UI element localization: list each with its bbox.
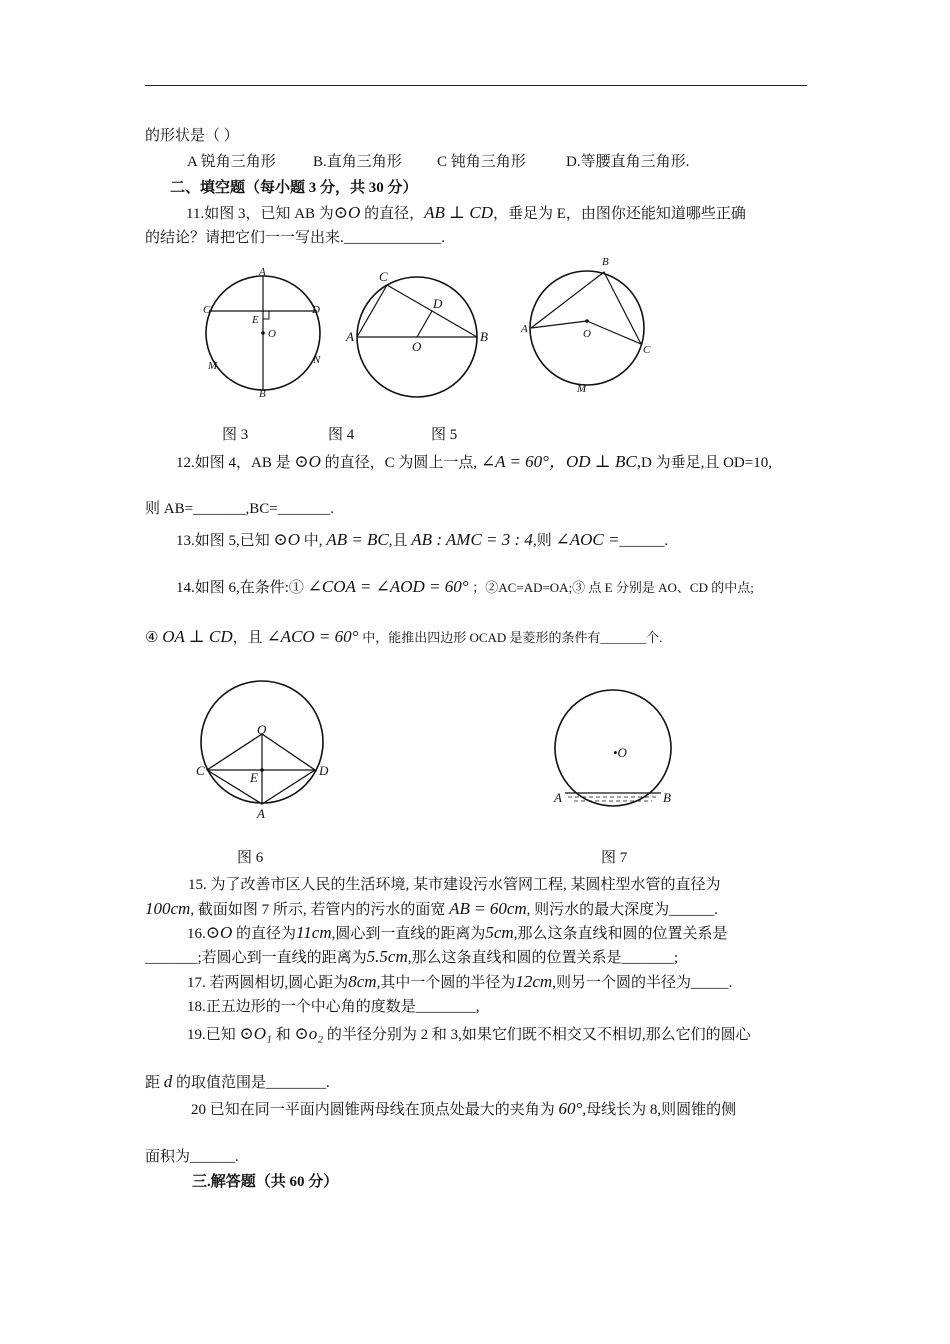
q18-line: 18.正五边形的一个中心角的度数是________,: [187, 999, 480, 1015]
figure-5: [515, 255, 665, 400]
q19-line1: 19.已知 ⊙O₁ 和 ⊙o₂ 的半径分别为 2 和 3,如果它们既不相交又不相切,那么它们的圆心: [187, 1024, 751, 1043]
svg-text:A: A: [257, 806, 265, 821]
svg-text:M: M: [577, 383, 587, 395]
q13-line: 13.如图 5,已知 ⊙O 中, AB = BC,且 AB : AMC = 3 : 4,则 ∠AOC =______.: [176, 530, 669, 549]
svg-text:A: A: [346, 329, 354, 344]
svg-text:C: C: [643, 344, 651, 356]
caption-fig3: 图 3: [222, 427, 249, 443]
svg-text:O: O: [268, 328, 276, 340]
svg-text:M: M: [208, 360, 218, 372]
svg-text:•O: •O: [613, 745, 627, 760]
caption-fig5: 图 5: [431, 427, 458, 443]
q10-tail: 的形状是（ ）: [145, 128, 239, 144]
svg-text:B: B: [259, 388, 266, 400]
header-rule: [145, 85, 807, 86]
q19-line2: 距 d 的取值范围是________.: [145, 1072, 330, 1091]
svg-text:A: A: [554, 790, 562, 805]
section2-title: 二、填空题（每小题 3 分，共 30 分）: [170, 180, 418, 196]
figure-3: [200, 262, 330, 402]
q15-line2: 100cm, 截面如图 7 所示, 若管内的污水的面宽 AB = 60cm, 则污水的最大深度为______.: [145, 899, 718, 918]
svg-text:C: C: [203, 304, 211, 316]
section3-title: 三.解答题（共 60 分）: [192, 1174, 339, 1190]
q10-option-b: B.直角三角形: [313, 154, 402, 170]
q11-line1: 11.如图 3，已知 AB 为⊙O 的直径，AB ⊥ CD，垂足为 E，由图你还能知道哪些正确: [186, 203, 746, 222]
svg-text:O: O: [583, 328, 591, 340]
q16-line1: 16.⊙O 的直径为11cm,圆心到一直线的距离为5cm,那么这条直线和圆的位置关系是: [187, 923, 728, 942]
svg-text:B: B: [663, 790, 671, 805]
svg-text:B: B: [602, 256, 609, 268]
figure-4: [340, 262, 495, 402]
svg-text:D: D: [312, 304, 320, 316]
q12-line2: 则 AB=_______,BC=_______.: [145, 501, 335, 517]
caption-fig7: 图 7: [601, 850, 628, 866]
q10-option-d: D.等腰直角三角形.: [566, 154, 690, 170]
svg-text:O: O: [412, 339, 422, 354]
q14-line1: 14.如图 6,在条件:① ∠COA = ∠AOD = 60° ；②AC=AD=OA;③ 点 E 分别是 AO、CD 的中点;: [176, 577, 754, 596]
svg-text:C: C: [379, 269, 388, 284]
svg-text:C: C: [196, 763, 205, 778]
svg-text:O: O: [257, 722, 267, 737]
svg-text:B: B: [480, 329, 488, 344]
q11-line2: 的结论？请把它们一一写出来._____________.: [145, 230, 446, 246]
svg-text:E: E: [250, 770, 258, 785]
svg-text:N: N: [313, 354, 321, 366]
caption-fig4: 图 4: [328, 427, 355, 443]
q10-option-c: C 钝角三角形: [437, 154, 526, 170]
q15-line1: 15. 为了改善市区人民的生活环境, 某市建设污水管网工程, 某圆柱型水管的直径为: [188, 877, 721, 893]
figure-7: [548, 683, 683, 823]
q12-line1: 12.如图 4，AB 是 ⊙O 的直径，C 为圆上一点, ∠A = 60°，OD ⊥ BC,D 为垂足,且 OD=10,: [176, 452, 772, 471]
caption-fig6: 图 6: [237, 850, 264, 866]
svg-text:D: D: [319, 763, 329, 778]
q20-line1: 20 已知在同一平面内圆锥两母线在顶点处最大的夹角为 60°,母线长为 8,则圆锥的侧: [191, 1099, 737, 1118]
svg-text:D: D: [433, 296, 443, 311]
svg-text:E: E: [252, 314, 259, 326]
svg-text:A: A: [521, 323, 528, 335]
svg-text:A: A: [259, 266, 266, 278]
q20-line2: 面积为______.: [145, 1149, 239, 1165]
q17-line: 17. 若两圆相切,圆心距为8cm,其中一个圆的半径为12cm,则另一个圆的半径为_____.: [187, 972, 733, 991]
q16-line2: _______;若圆心到一直线的距离为5.5cm,那么这条直线和圆的位置关系是_______;: [145, 947, 679, 966]
q10-option-a: A 锐角三角形: [187, 154, 276, 170]
figure-6: [190, 675, 340, 823]
q14-line2: ④ OA ⊥ CD，且 ∠ACO = 60° 中，能推出四边形 OCAD 是菱形的条件有_______个.: [145, 627, 663, 646]
